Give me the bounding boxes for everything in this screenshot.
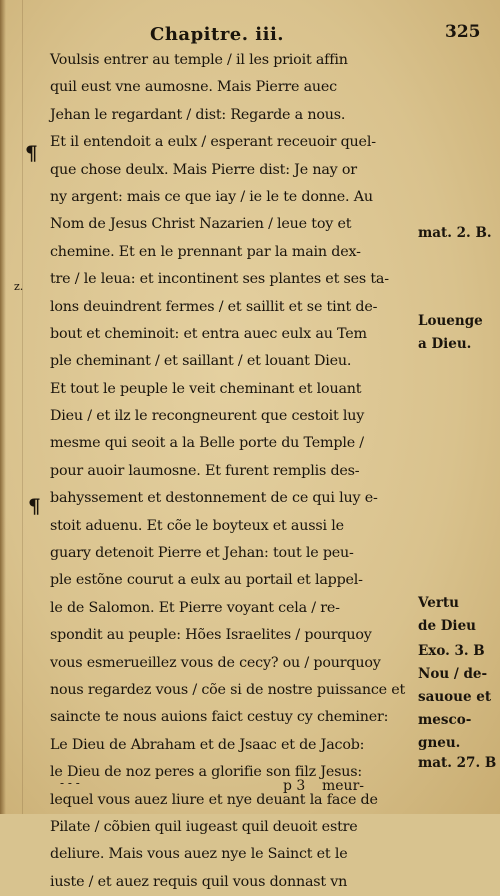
margin-note-line: mat. 2. B. xyxy=(418,225,492,241)
margin-note xyxy=(418,640,498,663)
text-line: deliure. Mais vous auez nye le Sainct et le xyxy=(50,846,348,863)
text-line: Et il entendoit a eulx / esperant receuoir quel- xyxy=(50,134,376,151)
text-line: Dieu / et ilz le recongneurent que cestoit luy xyxy=(50,408,365,425)
margin-note-line: Exo. 3. B xyxy=(418,643,485,659)
text-line: ple cheminant / et saillant / et louant Dieu. xyxy=(50,353,352,370)
text-line: Jehan le regardant / dist: Regarde a nous. xyxy=(50,106,346,123)
margin-note xyxy=(418,310,498,356)
margin-note-line: sauoue et xyxy=(418,689,492,705)
page-header xyxy=(0,18,500,48)
margin-note xyxy=(418,222,498,245)
text-line: pour auoir laumosne. Et furent remplis des- xyxy=(50,462,360,479)
text-line: iuste / et auez requis quil vous donnast vn xyxy=(50,873,348,890)
margin-note-line: de Dieu xyxy=(418,618,476,634)
text-line: bahyssement et destonnement de ce qui luy e- xyxy=(50,490,378,507)
text-line: que chose deulx. Mais Pierre dist: Je nay or xyxy=(50,161,357,178)
margin-note-line: Nou / de- xyxy=(418,666,488,682)
text-line: Voulsis entrer au temple / il les prioit affin xyxy=(50,52,348,68)
margin-note-line: gneu. xyxy=(418,735,461,751)
pilcrow-mark: ¶ xyxy=(28,494,41,518)
page-number: 325 xyxy=(445,22,481,42)
text-line: Le Dieu de Abraham et de Jsaac et de Jacob: xyxy=(50,736,365,753)
text-line: saincte te nous auions faict cestuy cy cheminer: xyxy=(50,709,389,726)
text-line: Pilate / cõbien quil iugeast quil deuoit estre xyxy=(50,818,358,835)
text-line: nous regardez vous / cõe si de nostre puissance et xyxy=(50,681,406,698)
text-line: stoit aduenu. Et cõe le boyteux et aussi le xyxy=(50,517,344,534)
margin-note xyxy=(418,592,498,638)
text-line: Et tout le peuple le veit cheminant et louant xyxy=(50,380,362,397)
text-line: vous esmerueillez vous de cecy? ou / pourquoy xyxy=(50,654,381,671)
margin-rule xyxy=(22,0,23,814)
text-line: quil eust vne aumosne. Mais Pierre auec xyxy=(50,79,337,96)
margin-note-line: mesco- xyxy=(418,712,472,728)
pilcrow-mark: ¶ xyxy=(25,141,38,165)
text-line: lequel vous auez liure et nye deuant la face de xyxy=(50,791,378,808)
body-text xyxy=(50,47,412,896)
margin-note-line: a Dieu. xyxy=(418,336,472,352)
margin-mark: z. xyxy=(14,280,24,293)
text-line: le Dieu de noz peres a glorifie son filz Jesus: xyxy=(50,764,363,781)
margin-note xyxy=(418,663,498,755)
text-line: spondit au peuple: Hões Israelites / pourquoy xyxy=(50,627,372,644)
footer-mark: - - - xyxy=(60,776,80,790)
binding-edge xyxy=(0,0,6,814)
text-line: le de Salomon. Et Pierre voyant cela / re- xyxy=(50,599,340,616)
text-line: ple estõne courut a eulx au portail et lappel- xyxy=(50,572,363,589)
margin-note-line: mat. 27. B xyxy=(418,755,497,771)
margin-note-line: Louenge xyxy=(418,313,483,329)
text-line: Nom de Jesus Christ Nazarien / leue toy et xyxy=(50,216,352,233)
margin-note-line: Vertu xyxy=(418,595,459,611)
signature-mark: p 3 xyxy=(283,778,306,794)
page-footer xyxy=(0,772,500,802)
text-line: tre / le leua: et incontinent ses plantes et ses ta- xyxy=(50,271,389,288)
text-line: lons deuindrent fermes / et saillit et se tint de- xyxy=(50,298,378,315)
text-line: bout et cheminoit: et entra auec eulx au Tem xyxy=(50,325,367,342)
running-head: Chapitre. iii. xyxy=(150,24,285,45)
text-line: guary detenoit Pierre et Jehan: tout le peu- xyxy=(50,545,354,562)
catchword: meur- xyxy=(322,778,364,794)
text-line: ny argent: mais ce que iay / ie le te donne. Au xyxy=(50,188,373,205)
text-line: mesme qui seoit a la Belle porte du Temple / xyxy=(50,435,364,452)
text-line: chemine. Et en le prennant par la main dex- xyxy=(50,243,361,260)
